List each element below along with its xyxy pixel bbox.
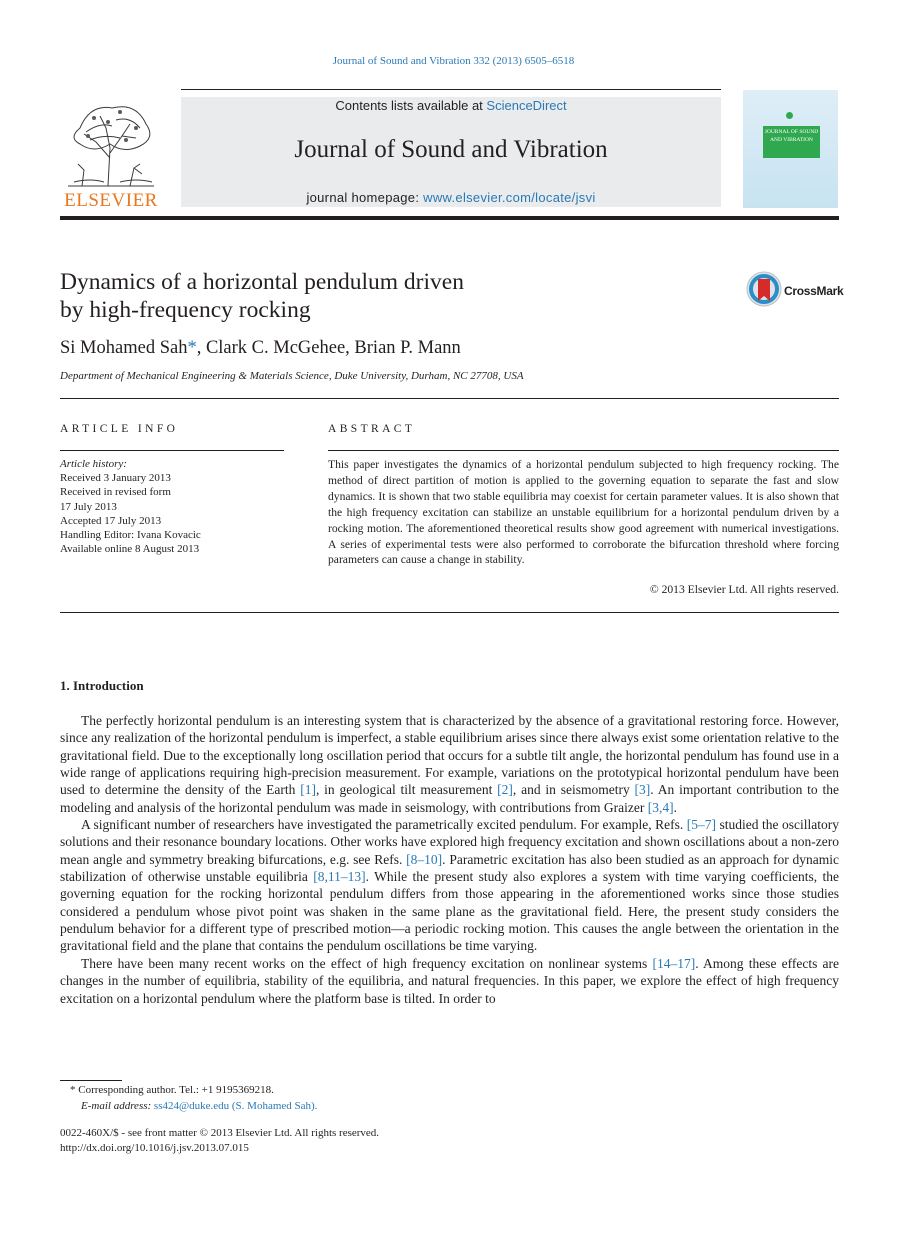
- abstract-text: This paper investigates the dynamics of a horizontal pendulum subjected to high frequency rocking. The method of direct partition of motion is applied to the governing equation to separate the fast and slow dynamics. It is shown that two stable equilibria may coexist for certain parameter values. It is also shown that the high frequency excitation can stabilize an unstable equilibrium for a horizontal pendulum driven by a rocking motion. The aforementioned theoretical results show good agreement with numerical investigations. A series of experimental tests were also performed to corroborate the bifurcation threshold where forcing parameters can cause a change in stability.: [328, 458, 839, 567]
- text-run: The perfectly horizontal pendulum is an interesting system that is characterized by the absence of a gravitational restoring force. However, since any realization of the horizontal pendulum is imperfect, a stable equilibrium arises since there always exist some orientation relative to the gravitational field. Due to the exceptionally long oscillation period that occurs for a subtle tilt angle, the horizontal pendulum has found use in a wide range of applications requiring high-precision measurement. For example, variations on the prototypical horizontal pendulum have been used to determine the density of the Earth: [60, 713, 839, 798]
- header-rule-thick: [60, 216, 839, 220]
- doi-link[interactable]: http://dx.doi.org/10.1016/j.jsv.2013.07.015: [60, 1142, 249, 1154]
- cover-title-box: JOURNAL OF SOUND AND VIBRATION: [763, 126, 820, 158]
- contents-line: [181, 98, 721, 113]
- abstract-copyright: © 2013 Elsevier Ltd. All rights reserved.: [649, 583, 839, 596]
- paragraph: [60, 712, 839, 816]
- email-link[interactable]: ss424@duke.edu (S. Mohamed Sah).: [153, 1099, 318, 1112]
- history-item: 17 July 2013: [60, 500, 117, 513]
- citation-link[interactable]: [3]: [634, 782, 651, 798]
- email-line: [60, 1099, 317, 1115]
- author-list: [60, 338, 461, 359]
- abstract-rule: [328, 450, 839, 451]
- meta-rule: [60, 398, 839, 399]
- corresponding-author-marker[interactable]: *: [187, 338, 197, 358]
- history-item: Handling Editor: Ivana Kovacic: [60, 529, 201, 542]
- header-rule-thin: [181, 89, 721, 90]
- text-run: .: [673, 799, 678, 815]
- elsevier-wordmark: ELSEVIER: [64, 190, 158, 211]
- history-item: Received 3 January 2013: [60, 472, 171, 485]
- text-run: . An important contribution to the modeling and analysis of the horizontal pendulum was made in seismology, with contributions from Graizer: [60, 782, 839, 815]
- text-run: , in geological tilt measurement: [315, 782, 498, 798]
- history-item: Received in revised form: [60, 486, 171, 499]
- issn-block: [60, 1126, 379, 1156]
- crossmark-label[interactable]: CrossMark: [784, 284, 844, 298]
- text-run: studied the oscillatory solutions and their resonance boundary locations. Other works have explored high frequency excitation and shown oscillations about a non-zero mean angle and symmetry breaking bifurcations, e.g. see Refs.: [60, 817, 839, 867]
- citation-link[interactable]: [14–17]: [652, 955, 696, 971]
- email-label: E-mail address:: [81, 1099, 152, 1112]
- journal-citation[interactable]: Journal of Sound and Vibration 332 (2013) 6505–6518: [332, 55, 575, 67]
- paragraph: [60, 816, 839, 955]
- co-authors: , Clark C. McGehee, Brian P. Mann: [196, 338, 461, 358]
- introduction-body: [60, 712, 839, 1007]
- article-info-rule: [60, 450, 284, 451]
- article-title-line2: by high-frequency rocking: [60, 297, 311, 323]
- footnote-rule: [60, 1080, 122, 1081]
- footnote: [60, 1083, 317, 1114]
- section-heading-introduction: 1. Introduction: [60, 678, 144, 693]
- text-run: . Among these effects are changes in the number of equilibria, stability of the equilibria, and natural frequencies. In this paper, we explore the effect of high frequency excitation on a horizontal pendulum where the platform base is tilted. In order to: [60, 955, 840, 1006]
- article-title-line1: Dynamics of a horizontal pendulum driven: [60, 269, 464, 295]
- citation-link[interactable]: [2]: [497, 782, 513, 798]
- corresponding-author-note: * Corresponding author. Tel.: +1 9195369218.: [70, 1084, 274, 1096]
- article-history: [60, 457, 201, 556]
- text-run: . Parametric excitation has also been studied as an approach for dynamic stabilization of otherwise unstable equilibria: [60, 851, 839, 885]
- text-run: . While the present study also explores a system with time varying coefficients, the governing equation for the rocking horizontal pendulum differs from those appearing in the aforementioned works since those studies considered a pendulum whose pivot point was shaken in the same plane as the gravitational field. Here, the present study considers the pendulum behavior for a different type of prescribed motion—a periodic rocking motion. This causes the angle between the orientation in the gravitational field and the plane that contains the pendulum oscillations be time varying.: [60, 869, 839, 954]
- cover-logo-icon: [786, 112, 793, 119]
- text-run: , and in seismometry: [512, 782, 635, 798]
- text-run: There have been many recent works on the effect of high frequency excitation on nonlinear systems: [81, 955, 653, 971]
- journal-title: Journal of Sound and Vibration: [294, 136, 608, 163]
- history-item: Available online 8 August 2013: [60, 543, 200, 556]
- citation-link[interactable]: [8,11–13]: [313, 869, 366, 885]
- article-title: [60, 268, 464, 324]
- citation-link[interactable]: [8–10]: [406, 851, 443, 867]
- homepage-line: [181, 190, 721, 205]
- citation-link[interactable]: [5–7]: [686, 817, 716, 833]
- abstract-end-rule: [60, 612, 839, 613]
- citation-link[interactable]: [1]: [300, 782, 316, 798]
- sciencedirect-link[interactable]: ScienceDirect: [486, 98, 567, 113]
- abstract-heading: ABSTRACT: [328, 423, 416, 435]
- homepage-link[interactable]: www.elsevier.com/locate/jsvi: [423, 190, 596, 205]
- homepage-prefix: journal homepage:: [306, 190, 420, 205]
- contents-prefix: Contents lists available at: [335, 98, 483, 113]
- affiliation: Department of Mechanical Engineering & Materials Science, Duke University, Durham, NC 27708, USA: [60, 370, 524, 382]
- history-item: Accepted 17 July 2013: [60, 514, 162, 527]
- paragraph: [60, 955, 839, 1007]
- history-label: Article history:: [60, 458, 127, 470]
- author-name: Si Mohamed Sah: [60, 338, 188, 358]
- crossmark-icon[interactable]: [746, 271, 782, 307]
- text-run: A significant number of researchers have investigated the parametrically excited pendulum. For example, Refs.: [81, 817, 687, 833]
- issn-line: 0022-460X/$ - see front matter © 2013 Elsevier Ltd. All rights reserved.: [60, 1127, 380, 1139]
- article-info-heading: ARTICLE INFO: [60, 423, 179, 435]
- citation-link[interactable]: [3,4]: [647, 799, 674, 815]
